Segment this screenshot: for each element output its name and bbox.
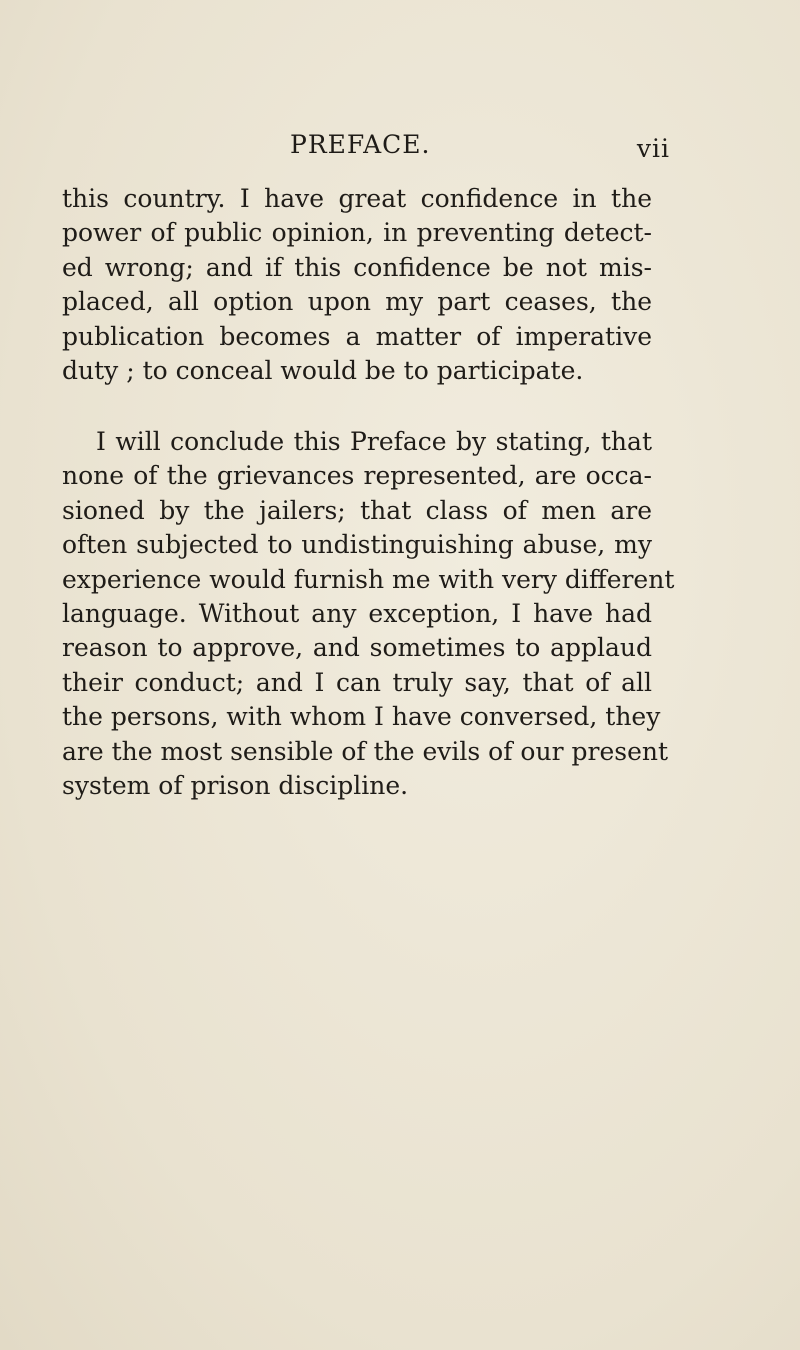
- text-line: experience would furnish me with very different: [62, 564, 675, 594]
- text-line: power of public opinion, in preventing detect-: [62, 218, 652, 248]
- paragraph-2: [62, 425, 675, 803]
- text-line: duty ; to conceal would be to participate.: [62, 355, 584, 385]
- text-line: often subjected to undistinguishing abuse, my: [62, 530, 652, 560]
- text-line: sioned by the jailers; that class of men are: [62, 495, 652, 525]
- page-number: vii: [636, 134, 670, 163]
- text-line: system of prison discipline.: [62, 770, 409, 800]
- text-line: this country. I have great confidence in the: [62, 184, 652, 213]
- paragraph-1: [62, 182, 652, 388]
- running-head: [290, 130, 690, 170]
- text-line: publication becomes a matter of imperative: [62, 321, 652, 351]
- text-line: placed, all option upon my part ceases, the: [62, 287, 652, 317]
- running-head-title: PREFACE.: [290, 130, 431, 159]
- text-line: the persons, with whom I have conversed, they: [62, 702, 661, 732]
- text-line: I will conclude this Preface by stating, that: [96, 427, 652, 456]
- text-line: their conduct; and I can truly say, that of all: [62, 667, 652, 697]
- text-line: language. Without any exception, I have had: [62, 598, 652, 628]
- text-line: reason to approve, and sometimes to applaud: [62, 633, 652, 663]
- text-line: ed wrong; and if this confidence be not mis-: [62, 252, 652, 282]
- text-line: none of the grievances represented, are occa-: [62, 461, 652, 491]
- text-line: are the most sensible of the evils of our present: [62, 736, 669, 766]
